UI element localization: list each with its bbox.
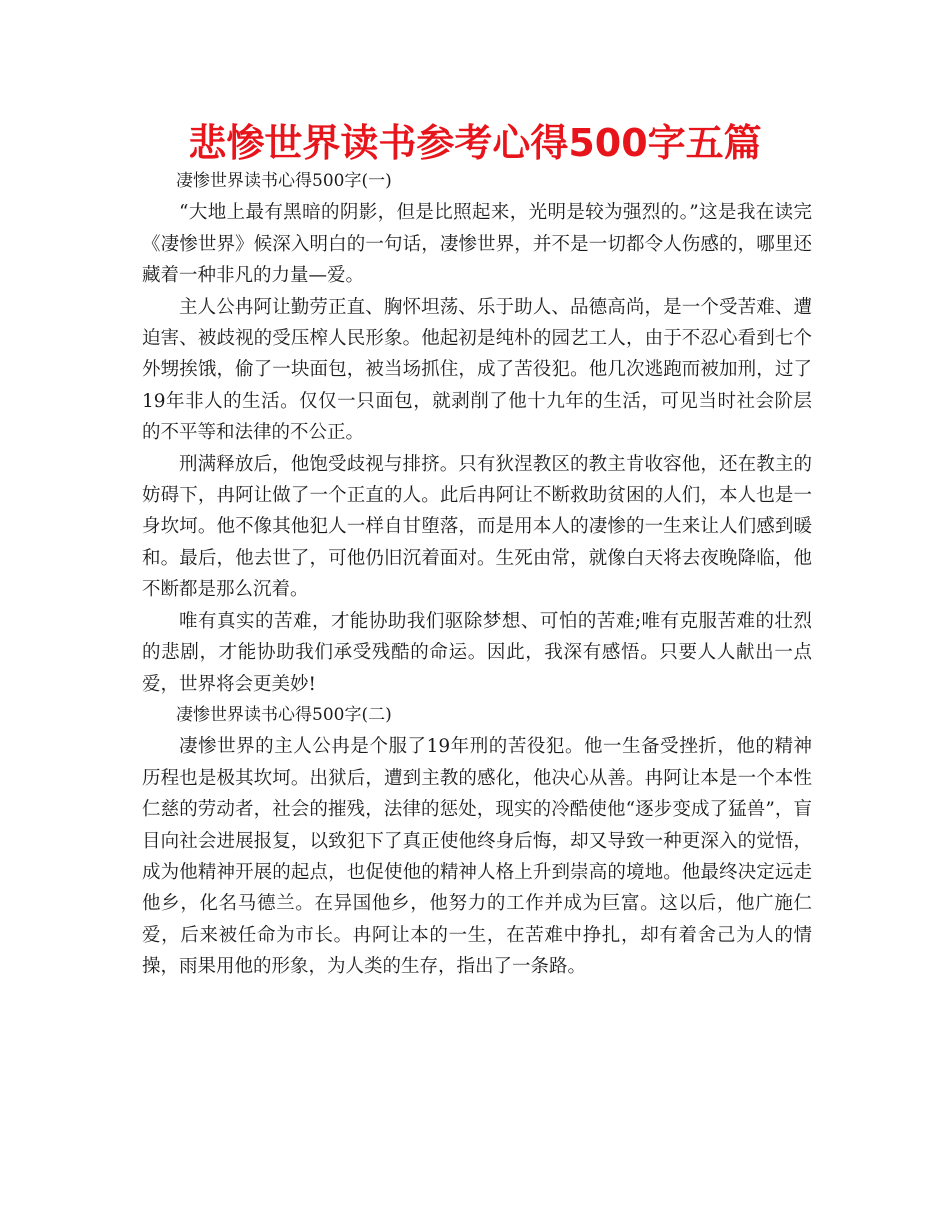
document-body [142,166,812,983]
paragraph: 凄惨世界的主人公冉是个服了19年刑的苦役犯。他一生备受挫折，他的精神历程也是极其坎坷。出狱后，遭到主教的感化，他决心从善。冉阿让本是一个本性仁慈的劳动者，社会的摧残，法律的惩处，现实的冷酷使他“逐步变成了猛兽”，盲目向社会进展报复，以致犯下了真正使他终身后悔，却又导致一种更深入的觉悟，成为他精神开展的起点，也促使他的精神人格上升到崇高的境地。他最终决定远走他乡，化名马德兰。在异国他乡，他努力的工作并成为巨富。这以后，他广施仁爱，后来被任命为市长。冉阿让本的一生，在苦难中挣扎，却有着舍己为人的情操，雨果用他的形象，为人类的生存，指出了一条路。 [142,736,812,978]
paragraph: 唯有真实的苦难，才能协助我们驱除梦想、可怕的苦难;唯有克服苦难的壮烈的悲剧，才能协助我们承受残酷的命运。因此，我深有感悟。只要人人献出一点爱，世界将会更美妙! [142,610,812,695]
document-title: 悲惨世界读书参考心得500字五篇 [188,121,762,165]
paragraph: 主人公冉阿让勤劳正直、胸怀坦荡、乐于助人、品德高尚，是一个受苦难、遭迫害、被歧视的受压榨人民形象。他起初是纯朴的园艺工人，由于不忍心看到七个外甥挨饿，偷了一块面包，被当场抓住，成了苦役犯。他几次逃跑而被加刑，过了19年非人的生活。仅仅一只面包，就剥削了他十九年的生活，可见当时社会阶层的不平等和法律的不公正。 [142,296,812,444]
paragraph: “大地上最有黑暗的阴影，但是比照起来，光明是较为强烈的。”这是我在读完《凄惨世界》候深入明白的一句话，凄惨世界，并不是一切都令人伤感的，哪里还藏着一种非凡的力量—爱。 [142,202,812,287]
paragraph: 刑满释放后，他饱受歧视与排挤。只有狄涅教区的教主肯收容他，还在教主的妨碍下，冉阿让做了一个正直的人。此后冉阿让不断救助贫困的人们，本人也是一身坎坷。他不像其他犯人一样自甘堕落，而是用本人的凄惨的一生来让人们感到暖和。最后，他去世了，可他仍旧沉着面对。生死由常，就像白天将去夜晚降临，他不断都是那么沉着。 [142,453,812,601]
section-heading: 凄惨世界读书心得500字(一) [176,171,392,191]
section-heading: 凄惨世界读书心得500字(二) [176,704,392,725]
